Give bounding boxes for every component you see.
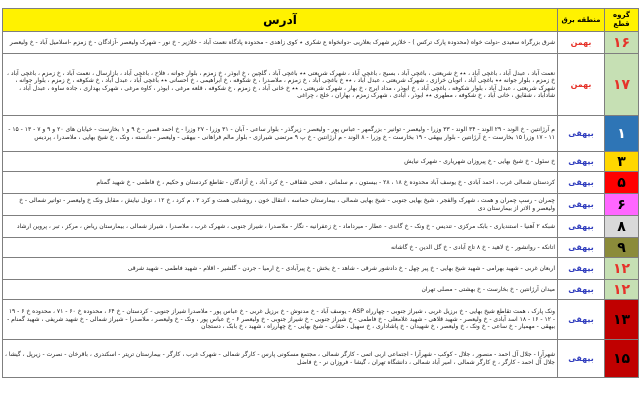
table-row (3, 54, 639, 116)
group-number: ۶ (605, 194, 639, 216)
region-name: بیهقی (558, 152, 605, 172)
region-name: بیهقی (558, 280, 605, 300)
group-number: ۱ (605, 116, 639, 152)
address-cell: شهرآرا - جلال آل احمد - منصور ، جلال - کوکب - شهرآرا - اجتماعی اربی اتمی - کارگر شمالی ، مجتمع مسکونی پارس - کارگر شمالی - شهرک غرب ، کارگر - بیمارستان تریتر - اسکندری ، باقرخان - نصرت - زیرپل ، گیشا ، جلال آل احمد - کارگر ، خ کارگر شمالی ، امیر آباد شمالی ، دانشگاه تهران ، گیشا - فروزان نر - خ فاضل (3, 340, 558, 378)
table-row (3, 194, 639, 216)
address-cell: شبکه ۲ آهنیا - استندیاری - بابک مرکزی - تندیس - خ ونک - خ گاندی - عطار - میرداماد - خ زعفرانیه - نگار - ملاصدرا ، شیراز جنوبی ، شهرک غرب ، ملاصدرا ، شیراز شمالی ، بیمارستان ریاض ، مرکز ، تبر ، پروین ارشاد (3, 216, 558, 238)
table-row (3, 238, 639, 258)
group-column-header: گروه قطع (605, 9, 639, 32)
group-number: ۱۲ (605, 280, 639, 300)
group-number: ۵ (605, 172, 639, 194)
table-row (3, 172, 639, 194)
address-cell: اربعان غربی - شهید بهرامی - شهید شیخ بهایی - خ پیر چهل - خ دادشور شرقی - شاهد - خ بخش - خ پیرآبادی - خ ارمیا - جردن - گلشیر - اقلام - شهید فاطمی - شهید شرقی (3, 258, 558, 280)
table-row (3, 340, 639, 378)
region-name: بیهقی (558, 116, 605, 152)
table-row (3, 32, 639, 54)
group-number: ۳ (605, 152, 639, 172)
table-row (3, 280, 639, 300)
address-cell: کردستان شمالی غرب ، احمد آبادی - خ یوسف آباد محدوده خ ۱۸ ، ۲۸ - بیستون ، م سلمانی ، فتحی شقاقی - خ کرد آباد ، خ آزادگان - تقاطع کردستان و حکیم ، خ فاطمی - خ شهید گمنام (3, 172, 558, 194)
region-name: بهمن (558, 54, 605, 116)
group-number: ۱۶ (605, 32, 639, 54)
region-name: بیهقی (558, 172, 605, 194)
group-number: ۱۲ (605, 258, 639, 280)
address-cell: میدان آرژانتین - خ بخارست - خ بهشتی - مصلی تهران (3, 280, 558, 300)
address-cell: شرق بزرگراه سعیدی -دولت خواه (محدوده پارک ترکس ) - خلازیر شهرک بعلاربی -دوانخواه ع شکری ٭ کوی زاهدی - محدوده پادگاه نعمت آباد - خلازیر - خ نور - شهرک ولیعصر -آزادگان - خ زمزم -اسلامیل آباد - خ ولیعصر (3, 32, 558, 54)
table-row (3, 116, 639, 152)
address-cell: خ سئول - خ شیخ بهایی - خ پیروزان شهریاری - شهرک نیایش (3, 152, 558, 172)
region-name: بیهقی (558, 340, 605, 378)
group-number: ۸ (605, 216, 639, 238)
group-number: ۱۳ (605, 300, 639, 340)
table-row (3, 216, 639, 238)
table-row (3, 152, 639, 172)
address-column-header: آدرس (3, 9, 558, 32)
address-cell: چمران - رسپ چمران و همت ، شهرک والفجر ، شیخ بهایی جنوبی - شیخ بهایی شمالی ، بیمارستان حماسه ، انتقال خون ، روشنایی همت و کرد ۲ ، م کرد ، خ ۱۲ ، تونل نیایش ، مقابل ونک خ ولیعصر - توانیر شمالی - خ ولیعصر و الاتر از بیمارستان دی (3, 194, 558, 216)
header-row (3, 9, 639, 32)
address-cell: اتانکه - روانشور - خ لاهید - خ ۸ تاج آبادی - خ گل الدین - خ گاشانه (3, 238, 558, 258)
region-name: بیهقی (558, 300, 605, 340)
group-number: ۱۵ (605, 340, 639, 378)
region-name: بیهقی (558, 194, 605, 216)
address-cell: ونک پارک ، همت تقاطع شیخ بهایی - خ برزیل غربی ، شیراز جنوبی - چهارراه ASP - یوسف آباد - خ مدنوش - خ برزیل غربی - خ عباس پور - ملاصدرا شیراز جنوبی - کردستان - خ ۶۴ ، محدوده خ ۶۰ - ۷۱ ، محدوده خ ۶ - ۱۹ - ۱۲ - ۱۶ - ۱۸ اسد آبادی - خ ولیعصر - شهید قلاهی - شهید غلامعلی - خ فاطمی - خ شیراز جنوبی - خ شیراز جنوبی - خ ولیعصر ۶ - خ عباس پور ، ونک - خ ولیعصر ، ملاصدرا - شیراز شمالی - خ شهید شریفی ، شهید گمنام - بیهقی - مهمیار - خ ساعی - خ ونک ، خ ولیعصر ، خ شهیدان - خ پاشاداری ، خ سهیل ، حقانی - شیخ بهایی - خ چهارراه ، شهید ، خ بابک ، دستجان (3, 300, 558, 340)
address-cell: م آرژانتین - خ الوند - ۲۹ الوند - ۳۴ الوند - ۳۳ وزرا - ولیعصر - توانیر - بزرگمهر - عباس پور - ولیعصر - زیرگذر - بلوار ساعی - آبان - ۳۱ وزرا - ۲۷ وزرا - خ احمد قصیر - خ ۹ و ۱ بخارست - خیابان های ۲۰ و ۹ و ۷ - ۱۳ - ۱۵ - ۱۱ - ۱۷ وزرا ۱۵ بخارست - خ آرژانتین - بلوار بیهقی - ۱۹ بخارست - خ وزرا - ۸ الوند - م آرژانتین - خ پ ۹ مرتضی شیرازی - بلوار مالم فراهانی - بیهقی - ولیعصر - دانسته ، ونک ، خ شیخ بهایی ، ملاصدرا ، پردیس (3, 116, 558, 152)
group-number: ۹ (605, 238, 639, 258)
address-cell: نعمت آباد ، عبدل آباد ، باغچی آباد ، ٭٭ خ شریعتی ، باغچی آباد ، بسیج ، باغچی آباد ، شهرک شریعتی ٭٭ باغچی آباد ، گلچین ، خ ابوذر ، خ زمزم ، بلوار جوانه ، فلاح ، باغچی آباد ، بازارسال ، نعمت آباد ، خ زمزم ، باغچی آباد ، خ زمزم ، بلوار جوانه ٭٭ باغچی آباد ، اتوبان خرازی ، شهرک شریعتی ، عبدل آباد ، ٭٭ خ باغچی آباد ، خ زمزم ، ملاصدرا ، خ شکوفه ، خ ابراهیمی ، خ احسانی ٭٭ باغچی آباد ، عبدل آباد ، خ شکوفه ، خ زمزم ، بلوار جوانه ، شهرک شریعتی ، عبدل آباد ، بلوار شکوفه ، باغچی آباد ، خ ابوذر ، مداد ایرج ، خ بهار ، شهرک شریعتی ، ٭٭ خ خانی آباد ، خ زمزم ، خ شکوفه ، قلعه مرغی ، ابوذر ، کاوه مرغی ، شهرک بهداری ، جاده ساوه ، عبدل آباد ، شادآباد ، شقایق ، خانی آباد ، خ شکوفه ، مطهری ٭٭ ابوذر ، آبادی ، شهرک زمزم ، بهاران ، خلج ، چراغی (3, 54, 558, 116)
region-name: بهمن (558, 32, 605, 54)
table-row (3, 300, 639, 340)
outage-table (2, 8, 639, 378)
region-name: بیهقی (558, 258, 605, 280)
group-number: ۱۷ (605, 54, 639, 116)
table-row (3, 258, 639, 280)
region-name: بیهقی (558, 238, 605, 258)
region-name: بیهقی (558, 216, 605, 238)
region-column-header: منطقه برق (558, 9, 605, 32)
